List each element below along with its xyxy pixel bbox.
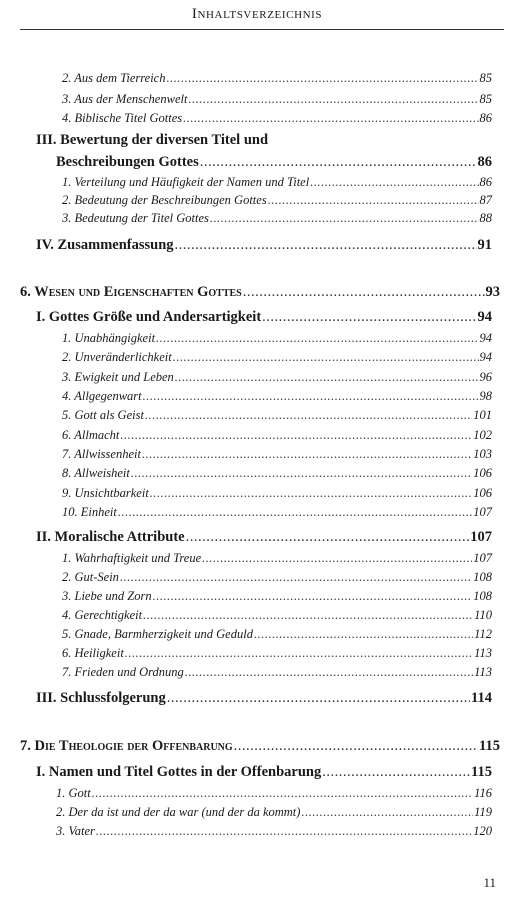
toc-section-entry[interactable] [56, 153, 492, 171]
leader-dots [142, 445, 472, 463]
toc-entry-label: I. Namen und Titel Gottes in der Offenbarung [36, 764, 322, 780]
toc-entry-label: 4. Allgegenwart [62, 389, 142, 403]
toc-entry-page: 110 [474, 608, 492, 622]
toc-entry-label: 3. Aus der Menschenwelt [62, 92, 188, 106]
toc-entry-label: 3. Liebe und Zorn [62, 589, 152, 603]
toc-entry-page: 107 [473, 505, 492, 519]
toc-section-title-line[interactable]: III. Bewertung der diversen Titel und [36, 132, 269, 148]
toc-entry-label: I. Gottes Größe und Andersartigkeit [36, 309, 262, 325]
toc-entry[interactable] [62, 606, 492, 624]
toc-chapter-entry[interactable] [20, 283, 500, 301]
toc-entry-label: 5. Gott als Geist [62, 408, 144, 422]
leader-dots [167, 689, 470, 707]
leader-dots [131, 464, 472, 482]
toc-entry-page: 86 [479, 111, 492, 125]
leader-dots [175, 236, 477, 254]
toc-entry-label: 5. Gnade, Barmherzigkeit und Geduld [62, 627, 253, 641]
leader-dots [254, 625, 473, 643]
toc-entry-label: 2. Unveränderlichkeit [62, 350, 172, 364]
toc-entry-page: 116 [474, 786, 492, 800]
toc-section-entry[interactable] [36, 763, 492, 781]
toc-entry-page: 108 [473, 589, 492, 603]
leader-dots [118, 503, 472, 521]
running-header: Inhaltsverzeichnis [191, 6, 323, 22]
toc-entry-page: 106 [473, 466, 492, 480]
leader-dots [150, 484, 472, 502]
toc-entry-label: 2. Der da ist und der da war (und der da kommt) [56, 805, 301, 819]
leader-dots [202, 549, 472, 567]
toc-entry[interactable] [62, 348, 492, 366]
toc-entry-label: IV. Zusammenfassung [36, 237, 174, 253]
toc-entry-page: 119 [474, 805, 492, 819]
page-number: 11 [483, 875, 496, 890]
toc-entry[interactable] [62, 625, 492, 643]
leader-dots [125, 644, 473, 662]
toc-entry[interactable] [62, 209, 492, 227]
toc-entry[interactable] [62, 329, 492, 347]
toc-entry[interactable] [62, 173, 492, 191]
leader-dots [243, 283, 485, 301]
toc-entry-label: 8. Allweisheit [62, 466, 130, 480]
toc-entry-label: 7. Die Theologie der Offenbarung [20, 738, 233, 754]
toc-entry-page: 113 [474, 665, 492, 679]
leader-dots [143, 606, 473, 624]
toc-entry[interactable] [62, 387, 492, 405]
toc-entry-label: 2. Aus dem Tierreich [62, 71, 166, 85]
leader-dots [322, 763, 470, 781]
toc-entry-page: 114 [471, 690, 492, 706]
toc-entry-label: 1. Verteilung und Häufigkeit der Namen und Titel [62, 175, 310, 189]
toc-entry-label: 7. Allwissenheit [62, 447, 141, 461]
leader-dots [210, 209, 479, 227]
toc-entry-page: 91 [477, 237, 492, 253]
toc-entry-page: 115 [471, 764, 492, 780]
leader-dots [262, 308, 476, 326]
toc-entry[interactable] [62, 663, 492, 681]
toc-entry-label: 3. Ewigkeit und Leben [62, 370, 174, 384]
toc-entry-page: 94 [479, 331, 492, 345]
toc-entry-page: 85 [479, 71, 492, 85]
leader-dots [156, 329, 478, 347]
toc-entry-page: 94 [479, 350, 492, 364]
toc-entry-label: 10. Einheit [62, 505, 117, 519]
leader-dots [166, 69, 478, 87]
leader-dots [200, 153, 477, 171]
leader-dots [186, 528, 470, 546]
toc-entry[interactable] [62, 90, 492, 108]
toc-entry-label: 9. Unsichtbarkeit [62, 486, 149, 500]
toc-entry-page: 102 [473, 428, 492, 442]
leader-dots [96, 822, 472, 840]
toc-entry-label: 3. Bedeutung der Titel Gottes [62, 211, 209, 225]
toc-entry[interactable] [62, 368, 492, 386]
toc-entry-label: II. Moralische Attribute [36, 529, 185, 545]
toc-entry-page: 98 [479, 389, 492, 403]
toc-entry-page: 113 [474, 646, 492, 660]
toc-entry-label: 1. Wahrhaftigkeit und Treue [62, 551, 202, 565]
leader-dots [234, 737, 478, 755]
toc-entry[interactable] [62, 406, 492, 424]
toc-entry-page: 87 [479, 193, 492, 207]
toc-entry[interactable] [62, 109, 492, 127]
toc-entry[interactable] [62, 69, 492, 87]
toc-entry-page: 115 [479, 738, 500, 754]
leader-dots [120, 568, 472, 586]
toc-entry-label: 4. Gerechtigkeit [62, 608, 143, 622]
toc-entry-page: 106 [473, 486, 492, 500]
toc-entry[interactable] [56, 822, 492, 840]
toc-entry-page: 107 [470, 529, 492, 545]
leader-dots [153, 587, 473, 605]
toc-entry-page: 120 [473, 824, 492, 838]
toc-entry[interactable] [62, 568, 492, 586]
toc-entry-page: 85 [479, 92, 492, 106]
leader-dots [173, 348, 479, 366]
toc-section-entry[interactable] [36, 236, 492, 254]
toc-entry-page: 112 [474, 627, 492, 641]
toc-entry[interactable] [62, 464, 492, 482]
header-rule [20, 29, 504, 30]
leader-dots [185, 663, 473, 681]
toc-entry-page: 103 [473, 447, 492, 461]
toc-entry-label: 4. Biblische Titel Gottes [62, 111, 183, 125]
toc-entry-page: 86 [479, 175, 492, 189]
toc-entry-page: 107 [473, 551, 492, 565]
toc-entry[interactable] [62, 549, 492, 567]
leader-dots [188, 90, 478, 108]
toc-entry[interactable] [62, 445, 492, 463]
toc-entry[interactable] [56, 803, 492, 821]
toc-entry-label: 6. Allmacht [62, 428, 120, 442]
leader-dots [183, 109, 478, 127]
leader-dots [120, 426, 472, 444]
toc-entry[interactable] [62, 644, 492, 662]
leader-dots [310, 173, 478, 191]
toc-entry[interactable] [62, 191, 492, 209]
toc-entry-page: 108 [473, 570, 492, 584]
toc-entry[interactable] [62, 587, 492, 605]
toc-entry[interactable] [62, 426, 492, 444]
toc-chapter-entry[interactable] [20, 737, 500, 755]
toc-section-entry[interactable] [36, 308, 492, 326]
toc-entry-label: 1. Unabhängigkeit [62, 331, 156, 345]
toc-entry-label: 2. Bedeutung der Beschreibungen Gottes [62, 193, 267, 207]
leader-dots [268, 191, 479, 209]
toc-entry-page: 101 [473, 408, 492, 422]
toc-entry-label: 6. Heiligkeit [62, 646, 124, 660]
toc-entry-page: 88 [479, 211, 492, 225]
toc-entry-page: 93 [485, 284, 500, 300]
toc-entry[interactable] [62, 484, 492, 502]
toc-entry-page: 94 [477, 309, 492, 325]
toc-entry-label: Beschreibungen Gottes [56, 154, 199, 170]
leader-dots [301, 803, 473, 821]
toc-entry-label: 1. Gott [56, 786, 91, 800]
toc-entry-label: 3. Vater [56, 824, 95, 838]
leader-dots [145, 406, 472, 424]
toc-entry-label: 7. Frieden und Ordnung [62, 665, 184, 679]
toc-entry-label: 6. Wesen und Eigenschaften Gottes [20, 284, 242, 300]
toc-section-entry[interactable] [36, 689, 492, 707]
toc-entry-page: 86 [477, 154, 492, 170]
toc-section-entry[interactable] [36, 528, 492, 546]
toc-entry-label: 2. Gut-Sein [62, 570, 119, 584]
leader-dots [92, 784, 473, 802]
toc-entry-page: 96 [479, 370, 492, 384]
leader-dots [175, 368, 479, 386]
leader-dots [143, 387, 479, 405]
toc-entry-label: III. Schlussfolgerung [36, 690, 166, 706]
toc-entry[interactable] [56, 784, 492, 802]
toc-entry[interactable] [62, 503, 492, 521]
